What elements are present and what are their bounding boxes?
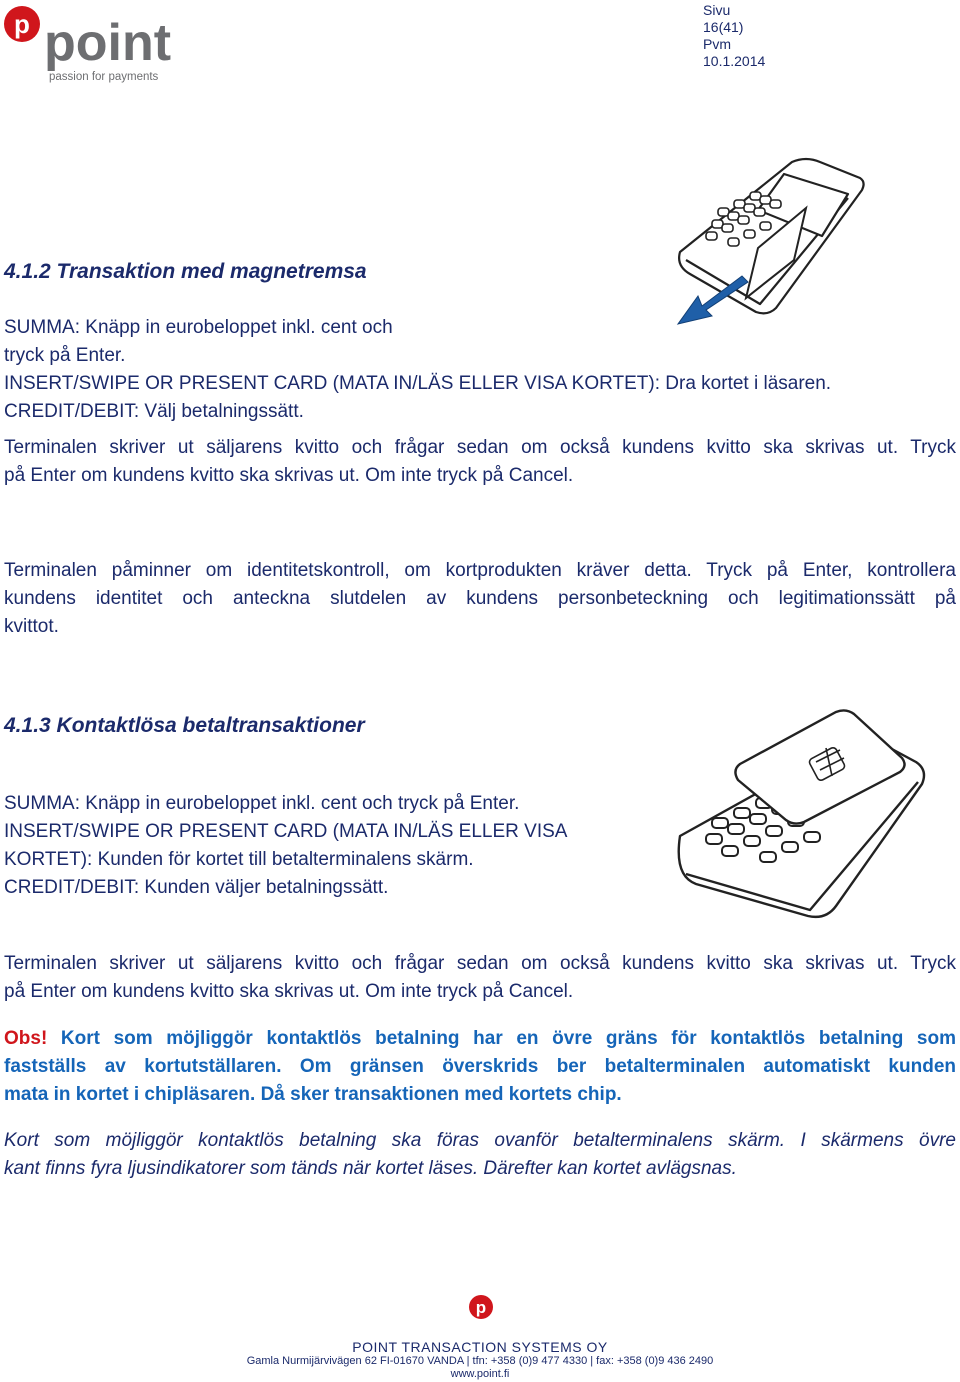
step-amount: SUMMA: Knäpp in eurobeloppet inkl. cent och tryck på Enter.	[4, 793, 520, 814]
magstripe-receipt-paragraph	[4, 434, 956, 490]
section-heading-contactless: 4.1.3 Kontaktlösa betaltransaktioner	[4, 714, 365, 737]
receipt-line: Terminalen skriver ut säljarens kvitto och frågar sedan om också kundens kvitto ska skrivas ut. Tryck	[4, 437, 956, 458]
receipt-line: på Enter om kundens kvitto ska skrivas ut. Om inte tryck på Cancel.	[4, 465, 574, 486]
receipt-line: på Enter om kundens kvitto ska skrivas ut. Om inte tryck på Cancel.	[4, 981, 574, 1002]
footer-company: POINT TRANSACTION SYSTEMS OY	[352, 1339, 608, 1355]
identity-line: kvittot.	[4, 616, 59, 637]
meta-date: 10.1.2014	[703, 53, 766, 69]
step-credit-debit: CREDIT/DEBIT: Välj betalningssätt.	[4, 401, 304, 422]
meta-page-label: Sivu	[703, 2, 731, 18]
step-insert-swipe: INSERT/SWIPE OR PRESENT CARD (MATA IN/LÄS ELLER VISA	[4, 821, 568, 842]
identity-check-paragraph	[4, 557, 956, 641]
notice-line: fastställs av kortutställaren. Om gränsen överskrids ber betalterminalen automatiskt kunden	[4, 1056, 956, 1077]
magstripe-steps	[4, 314, 831, 426]
usage-line: Kort som möjliggör kontaktlös betalning ska föras ovanför betalterminalens skärm. I skärmens övre	[4, 1130, 956, 1151]
contactless-receipt-paragraph	[4, 950, 956, 1006]
footer-website-link[interactable]: www.point.fi	[450, 1368, 510, 1380]
contactless-terminal-illustration	[666, 684, 932, 930]
contactless-steps	[4, 790, 567, 902]
step-present-card: KORTET): Kunden för kortet till betalterminalens skärm.	[4, 849, 474, 870]
step-insert-swipe: INSERT/SWIPE OR PRESENT CARD (MATA IN/LÄS ELLER VISA KORTET): Dra kortet i läsaren.	[4, 373, 832, 394]
meta-date-label: Pvm	[703, 36, 731, 52]
page-meta	[703, 2, 765, 70]
identity-line: Terminalen påminner om identitetskontroll, om kortprodukten kräver detta. Tryck på Enter, kontrollera	[4, 560, 956, 581]
identity-line: kundens identitet och anteckna slutdelen av kundens personbeteckning och legitimationssätt på	[4, 588, 956, 609]
step-credit-debit: CREDIT/DEBIT: Kunden väljer betalningssätt.	[4, 877, 389, 898]
svg-text:p: p	[14, 9, 30, 39]
step-amount: SUMMA: Knäpp in eurobeloppet inkl. cent och	[4, 317, 393, 338]
meta-page-number: 16(41)	[703, 19, 744, 35]
footer-logo-icon	[468, 1294, 494, 1320]
contactless-limit-notice	[4, 1025, 956, 1109]
notice-line: mata in kortet i chipläsaren. Då sker transaktionen med kortets chip.	[4, 1084, 622, 1105]
usage-line: kant finns fyra ljusindikatorer som tänds när kortet läses. Därefter kan kortet avlägsnas.	[4, 1158, 737, 1179]
svg-text:p: p	[475, 1298, 487, 1317]
receipt-line: Terminalen skriver ut säljarens kvitto och frågar sedan om också kundens kvitto ska skrivas ut. Tryck	[4, 953, 956, 974]
notice-line: Kort som möjliggör kontaktlös betalning har en övre gräns för kontaktlös betalning som	[47, 1028, 956, 1049]
card-swipe-terminal-illustration	[672, 156, 868, 330]
contactless-usage-paragraph	[4, 1127, 956, 1183]
logo-wordmark: point	[44, 14, 172, 72]
point-logo	[2, 4, 202, 84]
step-enter: tryck på Enter.	[4, 345, 126, 366]
footer-address: Gamla Nurmijärvivägen 62 FI-01670 VANDA | tfn: +358 (0)9 477 4330 | fax: +358 (0)9 436 2490	[246, 1355, 714, 1367]
logo-tagline: passion for payments	[49, 71, 159, 83]
obs-label: Obs!	[4, 1028, 48, 1049]
section-heading-magstripe: 4.1.2 Transaktion med magnetremsa	[4, 260, 367, 283]
